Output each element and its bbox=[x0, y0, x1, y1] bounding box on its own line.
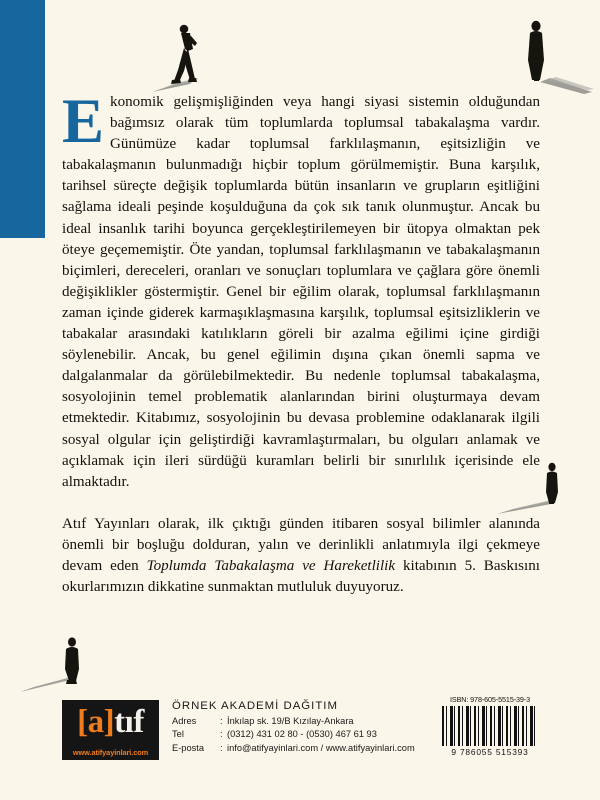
address-colon: : bbox=[220, 716, 223, 726]
logo-website-url: www.atifyayinlari.com bbox=[72, 748, 149, 757]
blurb-text-block bbox=[62, 86, 540, 598]
blurb-paragraph-2-lead: Atıf Yayınları olarak, ilk çıktığı günden itibaren sosyal bilimler alanında önemli bir boşluğu dolduran, yalın ve derinlikli anlatımıyla ilgi çekmeye devam eden bbox=[62, 515, 540, 574]
book-title-italic: Toplumda Tabakalaşma ve Hareketlilik bbox=[146, 557, 396, 574]
barcode-bars bbox=[442, 706, 538, 746]
phone-value: (0312) 431 02 80 - (0530) 467 61 93 bbox=[227, 729, 377, 740]
blurb-paragraph-1-text: konomik gelişmişliğinden veya hangi siyasi sistemin olduğundan bağımsız olarak tüm toplumlarda toplumsal tabakalaşma vardır. Günümüze kadar toplumsal farklılaşmanın, eşitsizliğin ve tabakalaşmanın bulunmadığı hiçbir toplum görülmemiştir. Buna karşılık, tarihsel süreçte değişik toplumlarda bütün insanların ve grupların eşitliğini sağlama ideali peşinde koşulduğuna da çok sık tanık olunmuştur. Ancak bu ideal insanlık tarihi boyunca gerçekleştirilemeyen bir ütopya olmaktan pek öteye geçememiştir. Öte yandan, toplumsal farklılaşmanın ve tabakalaşmanın biçimleri, dereceleri, oranları ve sonuçları toplumlara ve çağlara göre önemli değişiklikler göstermiştir. Genel bir eğilim olarak, toplumsal farklılaşmanın zaman içinde giderek karmaşıklaşmasına karşılık, toplumsal eşitsizliklerin ve tabakalar arasındaki katılıkların göreli bir azalma eğilimi içine girdiği söylenebilir. Ancak, bu genel eğilimin dışına çıkan önemli sapma ve dalgalanmalar da görülebilmektedir. Bu nedenle toplumsal tabakalaşma, sosyolojinin temel problematik alanlarından birini oluşturmaya devam etmektedir. Kitabımız, sosyolojinin bu devasa problemine odaklanarak ilgili sosyal olgular için geliştirdiği kavramlaştırmaları, bu olguları anlamak ve açıklamak için ileri sürdüğü kuramları belirli bir sınırlılık içerisinde ele almaktadır. bbox=[62, 94, 540, 490]
walking-man-top-left-figure bbox=[150, 22, 280, 97]
drop-cap-letter: E bbox=[62, 86, 105, 156]
blurb-paragraph-2 bbox=[62, 514, 540, 598]
blurb-paragraph-1 bbox=[62, 86, 540, 493]
spine-color-bar bbox=[0, 0, 45, 238]
phone-label: Tel bbox=[172, 729, 184, 740]
barcode-digits: 9 786055 515393 bbox=[451, 747, 529, 757]
logo-tif-text: tıf bbox=[114, 704, 144, 740]
isbn-number-label: ISBN: 978-605-5515-39-3 bbox=[449, 695, 530, 704]
logo-wordmark bbox=[62, 702, 159, 742]
blurb-paragraph-2-tail: kitabının 5. Baskısını okurlarımızın dikkatine sunmaktan mutluluk duyuyoruz. bbox=[62, 557, 540, 596]
address-value: İnkılap sk. 19/B Kızılay-Ankara bbox=[227, 716, 354, 726]
email-value: info@atifyayinlari.com / www.atifyayinlari.com bbox=[227, 742, 415, 753]
standing-person-top-right-figure bbox=[510, 18, 600, 98]
email-colon: : bbox=[220, 742, 223, 753]
email-label: E-posta bbox=[172, 742, 205, 753]
publisher-name: ÖRNEK AKADEMİ DAĞITIM bbox=[172, 700, 338, 712]
phone-colon: : bbox=[220, 729, 223, 740]
address-label: Adres bbox=[172, 716, 197, 726]
paragraph-spacer bbox=[62, 493, 540, 514]
atif-publisher-logo bbox=[62, 700, 159, 760]
logo-bracket-a: [a] bbox=[77, 704, 115, 740]
standing-person-bottom-left-figure bbox=[20, 636, 130, 698]
isbn-barcode bbox=[440, 695, 540, 757]
